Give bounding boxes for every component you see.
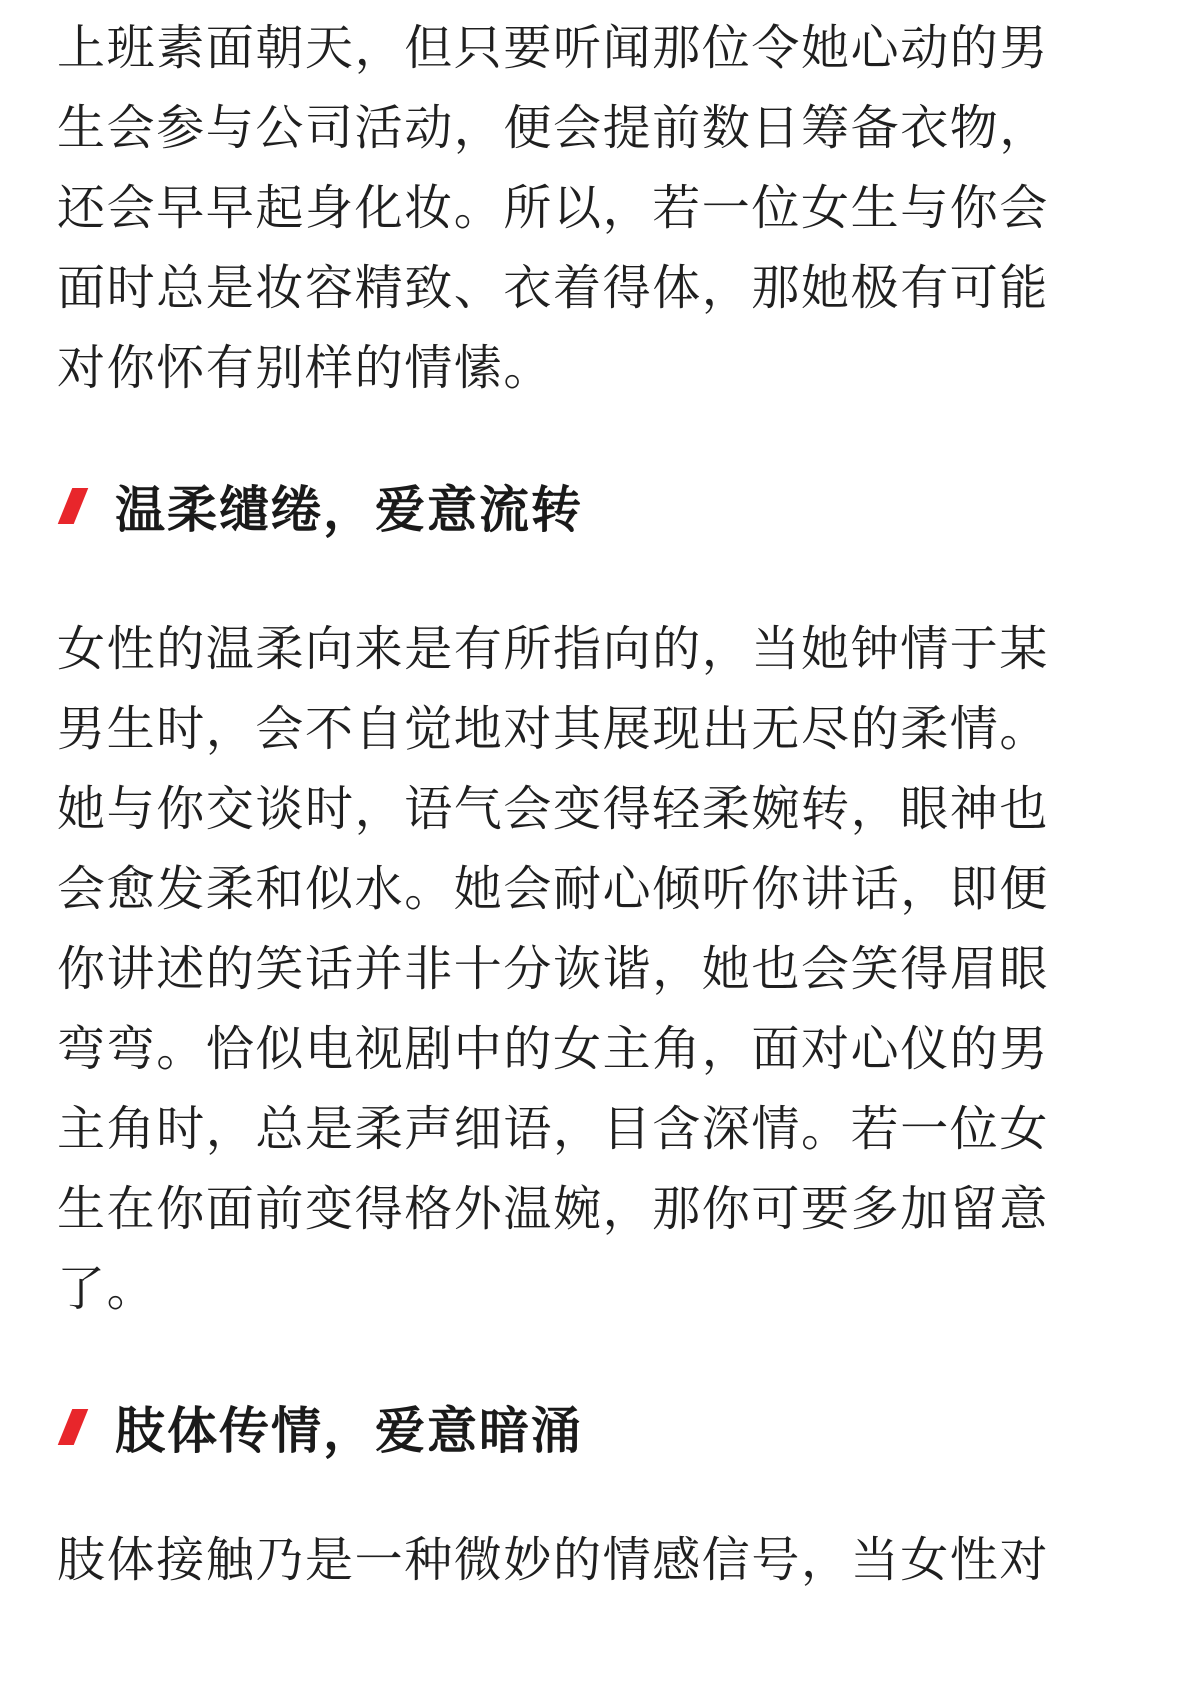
section-heading-gentleness xyxy=(57,466,583,546)
heading-accent-bar-icon xyxy=(58,1409,89,1445)
heading-accent-bar-icon xyxy=(58,488,89,524)
section-heading-text: 肢体传情，爱意暗涌 xyxy=(115,1402,583,1460)
paragraph-gentleness: 女性的温柔向来是有所指向的，当她钟情于某 男生时，会不自觉地对其展现出无尽的柔情。 她与你交谈时，语气会变得轻柔婉转，眼神也 会愈发柔和似水。她会耐心倾听你讲话，即便 你讲述的笑话并非十分诙谐，她也会笑得眉眼 弯弯。恰似电视剧中的女主角，面对心仪的男 主角时，总是柔声细语，目含深情。若一位女 生在你面前变得格外温婉，那你可要多加留意 了。 xyxy=(57,621,1050,1317)
section-heading-body-language xyxy=(57,1387,583,1467)
section-heading-text: 温柔缱绻，爱意流转 xyxy=(115,481,583,539)
paragraph-body-language: 肢体接触乃是一种微妙的情感信号，当女性对 xyxy=(57,1532,1050,1588)
paragraph-dressing: 上班素面朝天，但只要听闻那位令她心动的男 生会参与公司活动，便会提前数日筹备衣物， 还会早早起身化妆。所以，若一位女生与你会 面时总是妆容精致、衣着得体，那她极有可能 对你怀有别样的情愫。 xyxy=(57,20,1050,396)
